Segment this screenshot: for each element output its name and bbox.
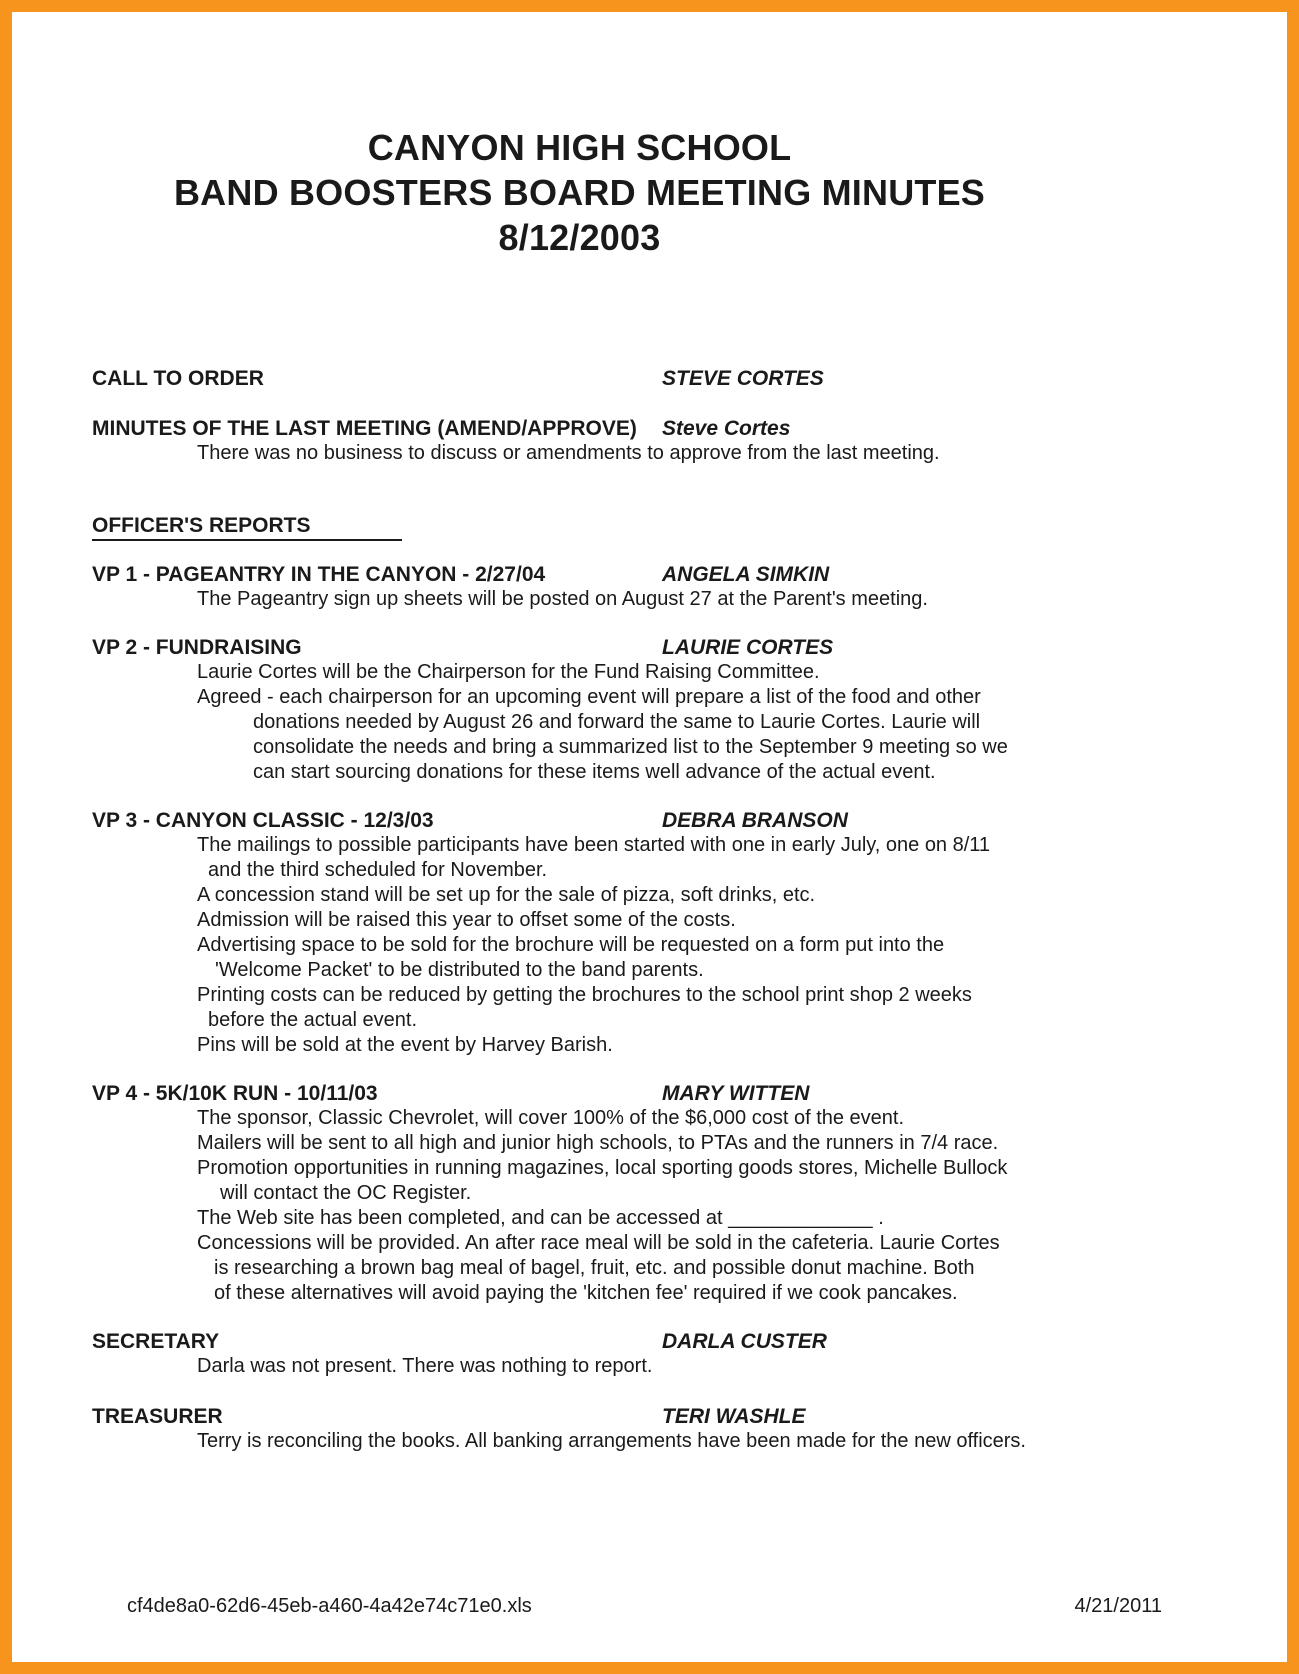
vp3-line: A concession stand will be set up for the sale of pizza, soft drinks, etc. [197, 884, 816, 906]
vp3-line: Advertising space to be sold for the brochure will be requested on a form put into the [197, 934, 945, 956]
vp2-line: consolidate the needs and bring a summarized list to the September 9 meeting so we [253, 736, 1008, 758]
vp4-line: is researching a brown bag meal of bagel, fruit, etc. and possible donut machine. Both [214, 1257, 975, 1279]
vp3-line: before the actual event. [208, 1009, 418, 1031]
section-person-vp2: LAURIE CORTES [662, 636, 834, 659]
school-title: CANYON HIGH SCHOOL [367, 127, 792, 168]
section-person-secretary: DARLA CUSTER [662, 1330, 827, 1353]
section-heading-minutes: MINUTES OF THE LAST MEETING (AMEND/APPROVE) [92, 417, 637, 440]
meeting-date: 8/12/2003 [498, 217, 661, 258]
section-heading-treasurer: TREASURER [92, 1405, 223, 1428]
section-heading-call-to-order: CALL TO ORDER [92, 367, 264, 390]
vp3-line: Pins will be sold at the event by Harvey Barish. [197, 1034, 613, 1056]
vp4-line: The sponsor, Classic Chevrolet, will cover 100% of the $6,000 cost of the event. [197, 1107, 905, 1129]
section-person-vp4: MARY WITTEN [662, 1082, 810, 1105]
vp4-line: of these alternatives will avoid paying the 'kitchen fee' required if we cook pancakes. [214, 1282, 958, 1304]
document-title: BAND BOOSTERS BOARD MEETING MINUTES [173, 172, 986, 213]
vp3-line: The mailings to possible participants have been started with one in early July, one on 8/11 [197, 834, 991, 856]
vp3-line: Printing costs can be reduced by getting the brochures to the school print shop 2 weeks [197, 984, 972, 1006]
section-person-vp1: ANGELA SIMKIN [662, 563, 830, 586]
vp3-line: Admission will be raised this year to offset some of the costs. [197, 909, 736, 931]
document-page [12, 12, 1287, 1662]
section-heading-officers-reports: OFFICER'S REPORTS [92, 514, 311, 537]
section-heading-secretary: SECRETARY [92, 1330, 220, 1353]
vp2-line: donations needed by August 26 and forward the same to Laurie Cortes. Laurie will [253, 711, 981, 733]
vp3-line: 'Welcome Packet' to be distributed to the band parents. [215, 959, 704, 981]
treasurer-line: Terry is reconciling the books. All banking arrangements have been made for the new officers. [197, 1430, 1026, 1452]
section-heading-vp2: VP 2 - FUNDRAISING [92, 636, 302, 659]
section-person-vp3: DEBRA BRANSON [662, 809, 848, 832]
section-heading-vp4: VP 4 - 5K/10K RUN - 10/11/03 [92, 1082, 378, 1105]
secretary-line: Darla was not present. There was nothing to report. [197, 1355, 653, 1377]
vp4-line: Concessions will be provided. An after race meal will be sold in the cafeteria. Laurie Cortes [197, 1232, 1000, 1254]
footer-filename: cf4de8a0-62d6-45eb-a460-4a42e74c71e0.xls [127, 1595, 532, 1617]
vp1-line: The Pageantry sign up sheets will be posted on August 27 at the Parent's meeting. [197, 588, 928, 610]
vp2-line: can start sourcing donations for these items well advance of the actual event. [253, 761, 936, 783]
section-heading-vp1: VP 1 - PAGEANTRY IN THE CANYON - 2/27/04 [92, 563, 546, 586]
vp4-line: The Web site has been completed, and can be accessed at _____________ . [197, 1207, 884, 1229]
vp4-line: Mailers will be sent to all high and junior high schools, to PTAs and the runners in 7/4 race. [197, 1132, 999, 1154]
footer-date: 4/21/2011 [1074, 1595, 1162, 1617]
section-heading-vp3: VP 3 - CANYON CLASSIC - 12/3/03 [92, 809, 434, 832]
minutes-line: There was no business to discuss or amendments to approve from the last meeting. [197, 442, 940, 464]
section-person-treasurer: TERI WASHLE [662, 1405, 806, 1428]
section-person-minutes: Steve Cortes [662, 417, 791, 440]
vp3-line: and the third scheduled for November. [208, 859, 548, 881]
vp2-line: Agreed - each chairperson for an upcoming event will prepare a list of the food and other [197, 686, 981, 708]
vp2-line: Laurie Cortes will be the Chairperson for the Fund Raising Committee. [197, 661, 820, 683]
vp4-line: Promotion opportunities in running magazines, local sporting goods stores, Michelle Bullock [197, 1157, 1008, 1179]
vp4-line: will contact the OC Register. [220, 1182, 472, 1204]
officers-reports-underline [92, 539, 402, 541]
section-person-call-to-order: STEVE CORTES [662, 367, 824, 390]
